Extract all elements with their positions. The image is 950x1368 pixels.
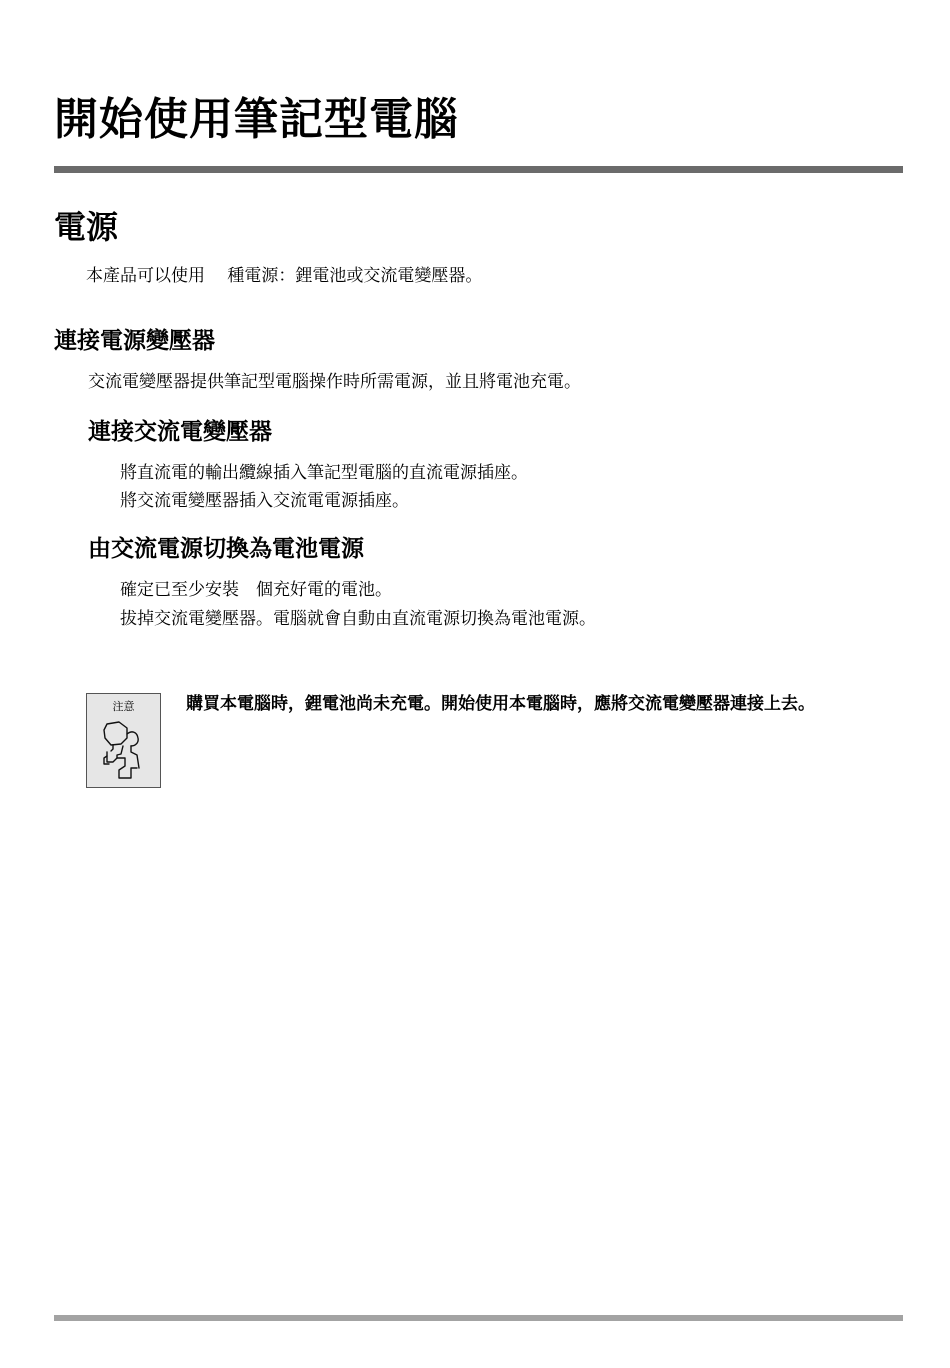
connect-ac-step-1: 將直流電的輸出纜線插入筆記型電腦的直流電源插座。 bbox=[120, 463, 528, 483]
chapter-title: 開始使用筆記型電腦 bbox=[54, 94, 459, 145]
section-title: 電源 bbox=[54, 208, 119, 246]
chapter-divider bbox=[54, 166, 903, 173]
connect-adapter-title: 連接電源變壓器 bbox=[54, 328, 215, 354]
switch-battery-step-2: 拔掉交流電變壓器。電腦就會自動由直流電源切換為電池電源。 bbox=[120, 609, 596, 629]
section-intro: 本產品可以使用 種電源：鋰電池或交流電變壓器。 bbox=[86, 266, 483, 286]
note-label: 注意 bbox=[112, 700, 135, 713]
note-box bbox=[86, 693, 161, 788]
footer-divider bbox=[54, 1315, 903, 1321]
switch-battery-step-1: 確定已至少安裝 個充好電的電池。 bbox=[120, 580, 392, 600]
connect-adapter-text: 交流電變壓器提供筆記型電腦操作時所需電源，並且將電池充電。 bbox=[88, 372, 581, 392]
connect-ac-title: 連接交流電變壓器 bbox=[88, 419, 272, 445]
attention-figure-icon bbox=[101, 718, 145, 782]
switch-battery-title: 由交流電源切換為電池電源 bbox=[88, 536, 364, 562]
connect-ac-step-2: 將交流電變壓器插入交流電電源插座。 bbox=[120, 491, 409, 511]
note-text: 購買本電腦時，鋰電池尚未充電。開始使用本電腦時，應將交流電變壓器連接上去。 bbox=[186, 694, 815, 714]
